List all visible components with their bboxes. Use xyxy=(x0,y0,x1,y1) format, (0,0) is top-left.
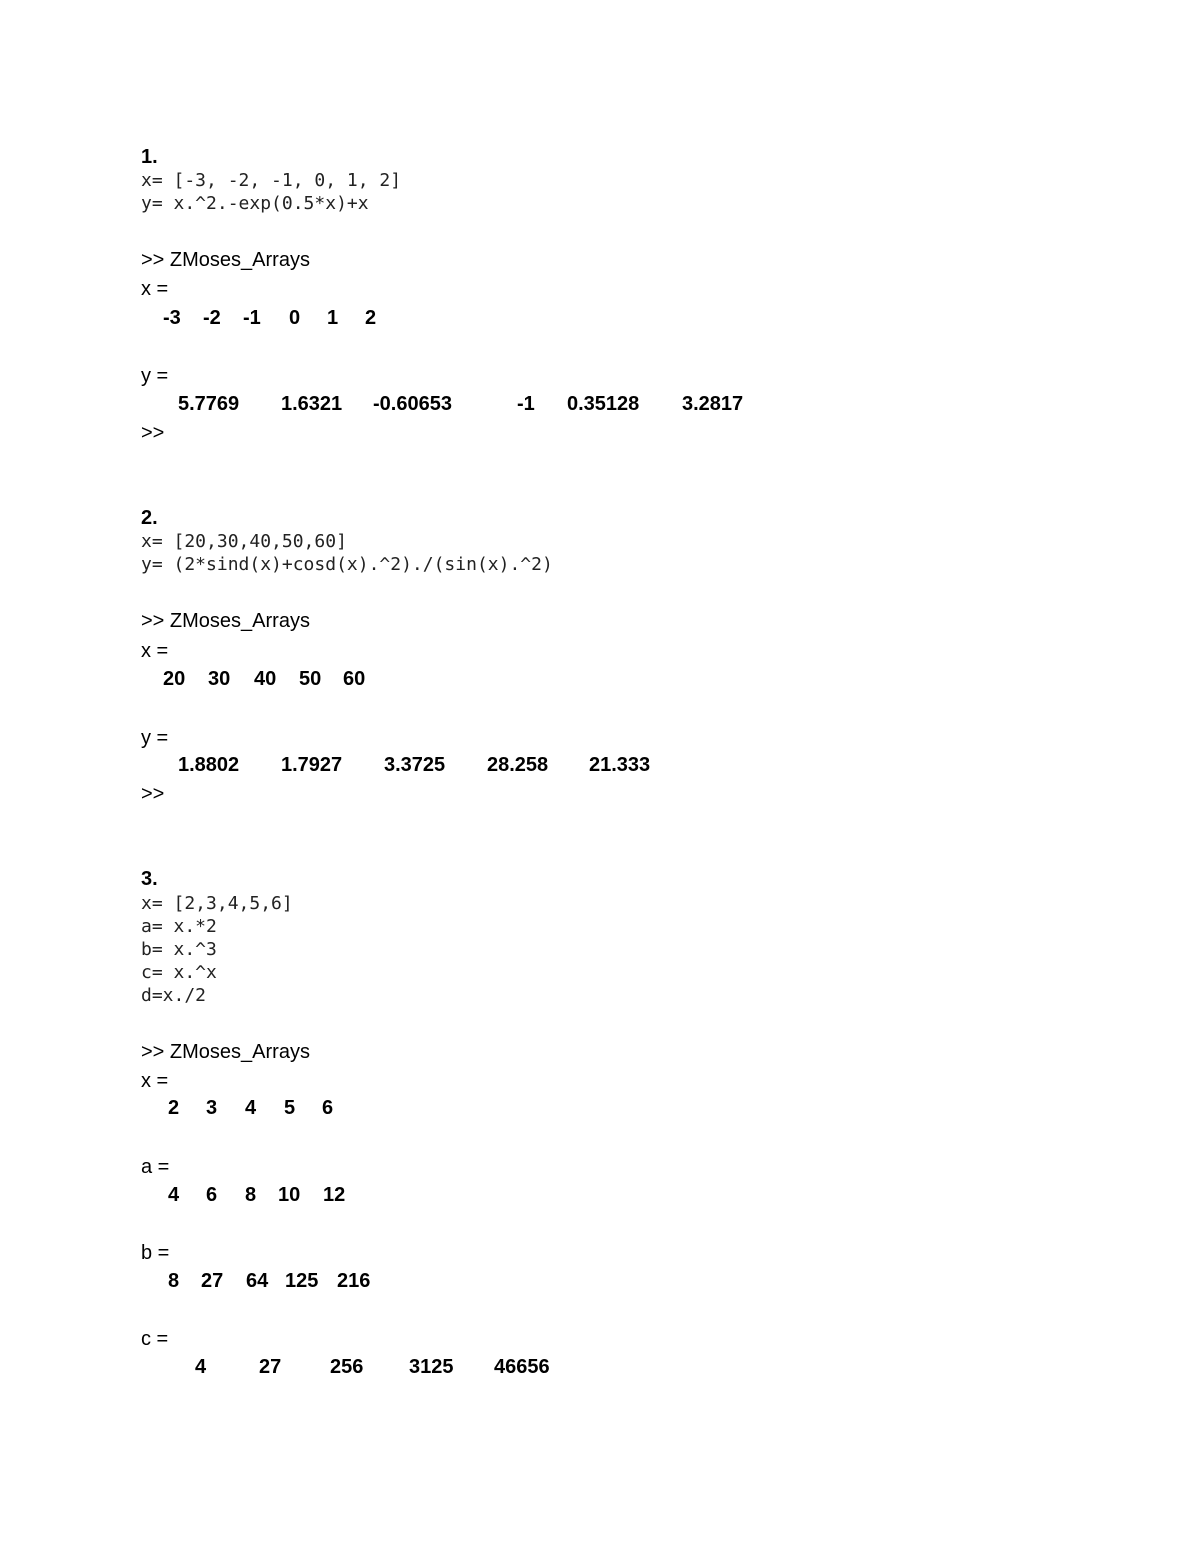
output-value: 4 xyxy=(245,1097,257,1119)
output-value: 1.8802 xyxy=(178,754,240,776)
output-value: 4 xyxy=(195,1356,207,1378)
output-label: x = xyxy=(141,1070,169,1092)
code-line: b= x.^3 xyxy=(141,939,217,960)
output-label: x = xyxy=(141,640,169,662)
output-value: 4 xyxy=(168,1184,180,1206)
output-value: 216 xyxy=(337,1270,371,1292)
output-value: 30 xyxy=(208,668,231,690)
command-line: >> ZMoses_Arrays xyxy=(141,1041,310,1063)
output-value: 3125 xyxy=(409,1356,454,1378)
code-line: d=x./2 xyxy=(141,985,207,1006)
output-value: 50 xyxy=(299,668,322,690)
output-label: a = xyxy=(141,1156,170,1178)
output-value: -2 xyxy=(203,307,221,329)
output-value: 28.258 xyxy=(487,754,549,776)
output-label: y = xyxy=(141,727,169,749)
output-value: 10 xyxy=(278,1184,301,1206)
output-value: 8 xyxy=(168,1270,180,1292)
code-line: a= x.*2 xyxy=(141,916,217,937)
end-prompt: >> xyxy=(141,422,165,444)
output-value: 20 xyxy=(163,668,186,690)
output-value: 64 xyxy=(246,1270,269,1292)
output-value: 1.6321 xyxy=(281,393,343,415)
output-value: 3 xyxy=(206,1097,218,1119)
output-value: -3 xyxy=(163,307,181,329)
section-number: 2. xyxy=(141,507,158,529)
output-value: 6 xyxy=(206,1184,218,1206)
output-value: -0.60653 xyxy=(373,393,452,415)
output-value: 0.35128 xyxy=(567,393,640,415)
output-label: c = xyxy=(141,1328,169,1350)
output-value: 5.7769 xyxy=(178,393,240,415)
output-value: 40 xyxy=(254,668,277,690)
output-value: 1.7927 xyxy=(281,754,343,776)
code-line: x= [2,3,4,5,6] xyxy=(141,893,293,914)
output-label: b = xyxy=(141,1242,170,1264)
code-line: c= x.^x xyxy=(141,962,217,983)
output-value: 2 xyxy=(365,307,377,329)
output-value: -1 xyxy=(243,307,261,329)
command-line: >> ZMoses_Arrays xyxy=(141,249,310,271)
command-line: >> ZMoses_Arrays xyxy=(141,610,310,632)
output-value: 46656 xyxy=(494,1356,550,1378)
code-line: y= x.^2.-exp(0.5*x)+x xyxy=(141,193,369,214)
output-value: 5 xyxy=(284,1097,296,1119)
output-value: 3.2817 xyxy=(682,393,744,415)
code-line: y= (2*sind(x)+cosd(x).^2)./(sin(x).^2) xyxy=(141,554,553,575)
output-value: 256 xyxy=(330,1356,364,1378)
output-value: 21.333 xyxy=(589,754,651,776)
output-value: 27 xyxy=(259,1356,282,1378)
output-value: 12 xyxy=(323,1184,346,1206)
output-value: 125 xyxy=(285,1270,319,1292)
output-value: 3.3725 xyxy=(384,754,446,776)
code-line: x= [-3, -2, -1, 0, 1, 2] xyxy=(141,170,402,191)
output-value: 6 xyxy=(322,1097,334,1119)
section-number: 3. xyxy=(141,868,158,890)
output-value: 0 xyxy=(289,307,301,329)
end-prompt: >> xyxy=(141,783,165,805)
output-value: 1 xyxy=(327,307,339,329)
output-label: y = xyxy=(141,365,169,387)
output-value: 27 xyxy=(201,1270,224,1292)
output-value: 8 xyxy=(245,1184,257,1206)
output-value: 60 xyxy=(343,668,366,690)
output-value: -1 xyxy=(517,393,535,415)
code-line: x= [20,30,40,50,60] xyxy=(141,531,347,552)
output-value: 2 xyxy=(168,1097,180,1119)
section-number: 1. xyxy=(141,146,158,168)
output-label: x = xyxy=(141,278,169,300)
